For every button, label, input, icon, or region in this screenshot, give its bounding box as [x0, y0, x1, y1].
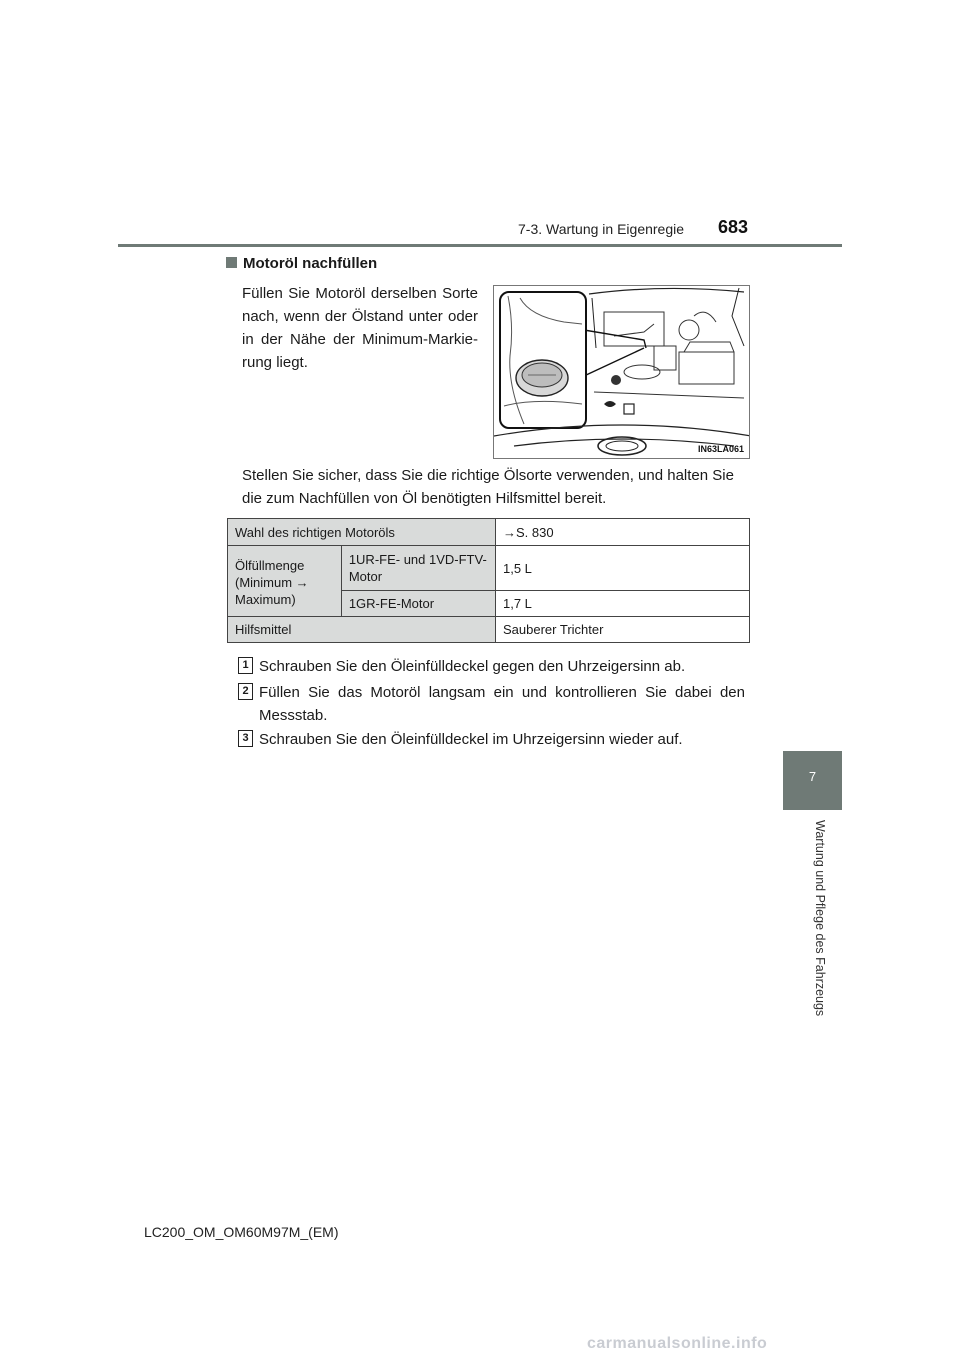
table-row: [228, 519, 750, 546]
oil-spec-table: [227, 518, 750, 643]
step-text: Füllen Sie das Motoröl langsam ein und kontrollieren Sie dabei den Messstab.: [259, 684, 745, 724]
document-code: LC200_OM_OM60M97M_(EM): [144, 1224, 339, 1240]
intro-paragraph: Füllen Sie Motoröl derselben Sorte nach, wenn der Ölstand unter oder in der Nähe der Minimum-Markie-rung liegt.: [242, 285, 478, 371]
table-cell-label: Hilfsmittel: [228, 617, 496, 643]
chapter-tab: [783, 751, 842, 810]
table-cell-engine: 1GR-FE-Motor: [341, 591, 495, 617]
square-bullet-icon: [226, 257, 237, 268]
table-cell-value: 1,7 L: [496, 591, 750, 617]
table-cell-value: 1,5 L: [496, 546, 750, 591]
step-text: Schrauben Sie den Öleinfülldeckel gegen den Uhrzeigersinn ab.: [259, 658, 686, 675]
table-cell-label: Ölfüllmenge (Minimum → Maximum): [228, 546, 342, 617]
table-cell-value: →S. 830: [496, 519, 750, 546]
page-number: 683: [718, 217, 749, 237]
step-number-badge: 3: [238, 730, 253, 747]
header-rule: [118, 244, 842, 247]
engine-bay-drawing: [494, 286, 750, 459]
step-number-badge: 1: [238, 657, 253, 674]
step-number-badge: 2: [238, 683, 253, 700]
chapter-title: Wartung und Pflege des Fahrzeugs: [813, 820, 827, 1017]
table-cell-label: Wahl des richtigen Motoröls: [228, 519, 496, 546]
table-row: [228, 617, 750, 643]
section-title: 7-3. Wartung in Eigenregie: [518, 221, 685, 237]
table-row: [228, 546, 750, 591]
chapter-number: 7: [808, 769, 817, 784]
heading-text: Motoröl nachfüllen: [243, 255, 378, 272]
figure-code: IN63LA061: [697, 444, 744, 454]
watermark: carmanualsonline.info: [587, 1335, 768, 1352]
engine-bay-illustration: [493, 285, 750, 459]
section-heading: [226, 255, 377, 272]
step-text: Schrauben Sie den Öleinfülldeckel im Uhrzeigersinn wieder auf.: [259, 731, 683, 748]
table-cell-value: Sauberer Trichter: [496, 617, 750, 643]
body-paragraph: Stellen Sie sicher, dass Sie die richtige Ölsorte verwenden, und halten Sie die zum Nachfüllen von Öl benötigten Hilfsmittel bereit.: [242, 467, 734, 507]
table-cell-engine: 1UR-FE- und 1VD-FTV-Motor: [341, 546, 495, 591]
